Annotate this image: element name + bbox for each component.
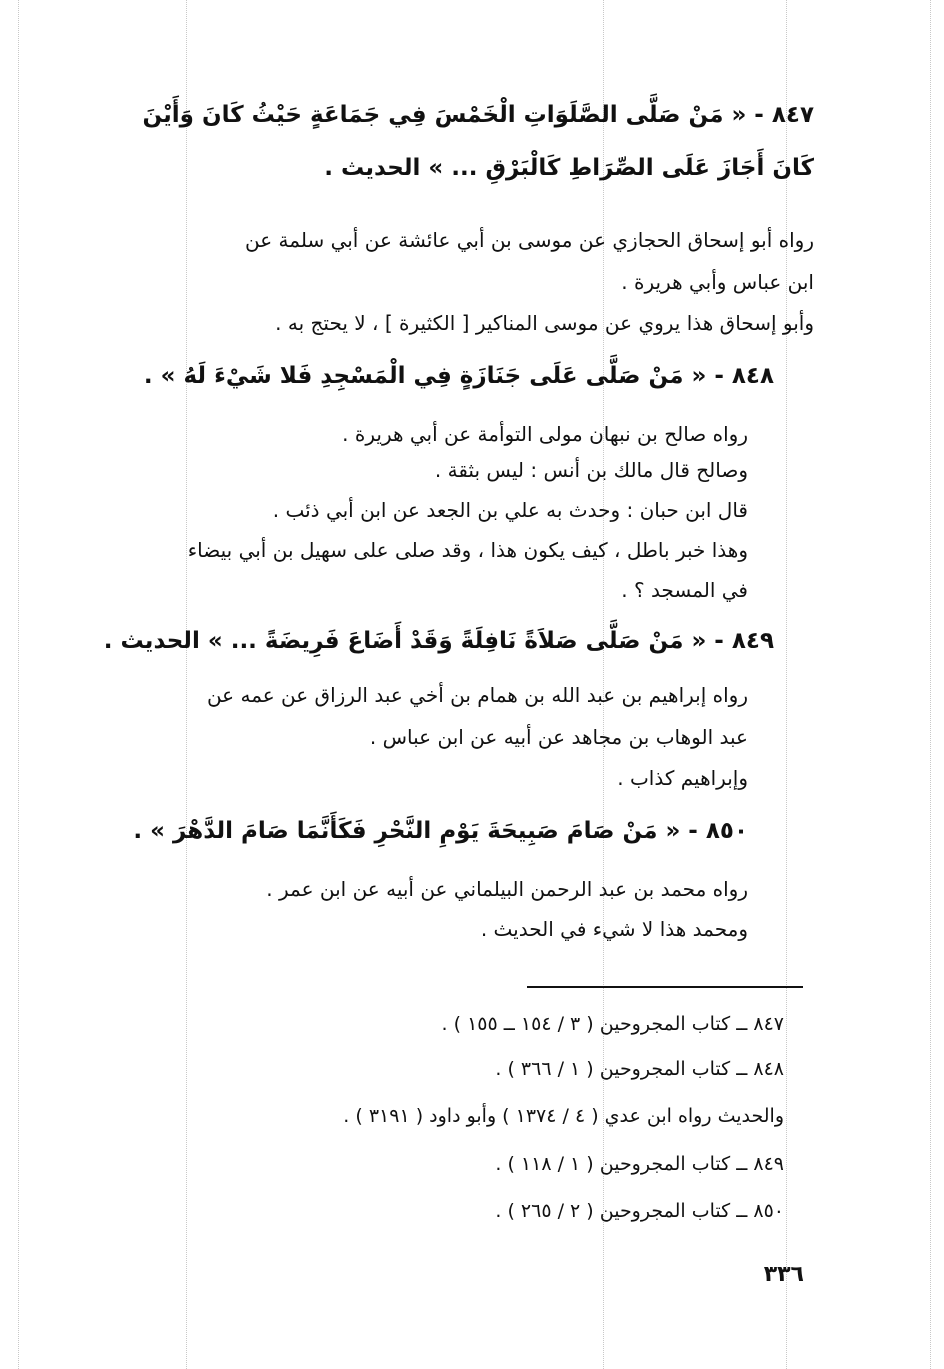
- hadith-850: ٨٥٠ - « مَنْ صَامَ صَبِيحَةَ يَوْمِ النَّحْرِ فَكَأَنَّمَا صَامَ الدَّهْرَ » .: [133, 818, 748, 844]
- commentary-848-line-1: رواه صالح بن نبهان مولى التوأمة عن أبي هريرة .: [342, 422, 748, 446]
- commentary-848-line-3: قال ابن حبان : وحدث به علي بن الجعد عن ابن أبي ذئب .: [272, 498, 748, 522]
- commentary-849-line-2: عبد الوهاب بن مجاهد عن أبيه عن ابن عباس .: [369, 725, 748, 749]
- scan-line: [930, 0, 931, 1369]
- footnote-850: ٨٥٠ ــ كتاب المجروحين ( ٢ / ٢٦٥ ) .: [495, 1200, 784, 1222]
- commentary-847-line-2: ابن عباس وأبي هريرة .: [621, 270, 814, 294]
- footnote-847: ٨٤٧ ــ كتاب المجروحين ( ٣ / ١٥٤ ــ ١٥٥ ) .: [441, 1013, 784, 1035]
- scan-line: [786, 0, 787, 1369]
- hadith-847-line-2: كَانَ أَجَازَ عَلَى الصِّرَاطِ كَالْبَرْقِ ... » الحديث .: [324, 155, 814, 181]
- commentary-847-line-1: رواه أبو إسحاق الحجازي عن موسى بن أبي عائشة عن أبي سلمة عن: [245, 228, 814, 252]
- scan-line: [18, 0, 19, 1369]
- commentary-848-line-5: في المسجد ؟ .: [621, 578, 748, 602]
- commentary-849-line-3: وإبراهيم كذاب .: [617, 766, 748, 790]
- commentary-850-line-2: ومحمد هذا لا شيء في الحديث .: [480, 917, 748, 941]
- footnote-848-extra: والحديث رواه ابن عدي ( ٤ / ١٣٧٤ ) وأبو داود ( ٣١٩١ ) .: [343, 1105, 784, 1127]
- commentary-849-line-1: رواه إبراهيم بن عبد الله بن همام بن أخي عبد الرزاق عن عمه عن: [206, 683, 748, 707]
- hadith-848: ٨٤٨ - « مَنْ صَلَّى عَلَى جَنَازَةٍ فِي الْمَسْجِدِ فَلا شَيْءَ لَهُ » .: [143, 363, 774, 389]
- commentary-848-line-2: وصالح قال مالك بن أنس : ليس بثقة .: [434, 458, 748, 482]
- commentary-848-line-4: وهذا خبر باطل ، كيف يكون هذا ، وقد صلى على سهيل بن أبي بيضاء: [187, 538, 748, 562]
- footnote-separator: [527, 986, 803, 988]
- page-number: ٣٣٦: [763, 1262, 804, 1287]
- footnote-849: ٨٤٩ ــ كتاب المجروحين ( ١ / ١١٨ ) .: [495, 1153, 784, 1175]
- commentary-847-line-3: وأبو إسحاق هذا يروي عن موسى المناكير [ الكثيرة ] ، لا يحتج به .: [275, 311, 814, 335]
- hadith-847-line-1: ٨٤٧ - « مَنْ صَلَّى الصَّلَوَاتِ الْخَمْسَ فِي جَمَاعَةٍ حَيْثُ كَانَ وَأَيْنَ: [142, 102, 814, 128]
- commentary-850-line-1: رواه محمد بن عبد الرحمن البيلماني عن أبيه عن ابن عمر .: [266, 877, 748, 901]
- scan-line: [186, 0, 187, 1369]
- hadith-849: ٨٤٩ - « مَنْ صَلَّى صَلاَةً نَافِلَةً وَقَدْ أَضَاعَ فَرِيضَةً ... » الحديث .: [103, 628, 774, 654]
- footnote-848: ٨٤٨ ــ كتاب المجروحين ( ١ / ٣٦٦ ) .: [495, 1058, 784, 1080]
